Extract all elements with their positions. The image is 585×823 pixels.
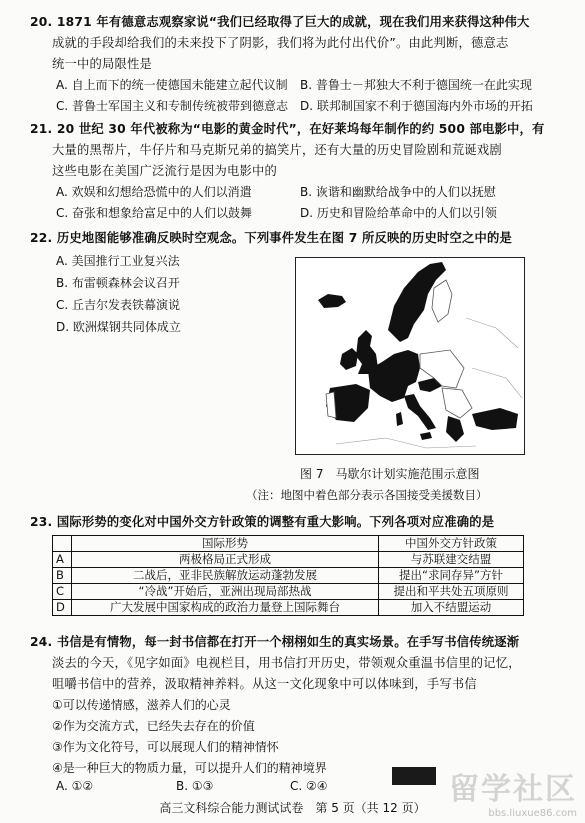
q24-stem-line-1: 24. 书信是有情物，每一封书信都在打开一个栩栩如生的真实场景。在手写书信传统逐渐: [30, 635, 520, 649]
q21-stem-line-2: 大量的黑帮片，牛仔片和马克斯兄弟的搞笑片，还有大量的历史冒险剧和荒诞戏剧: [52, 143, 502, 157]
watermark-url: bbs.liuxue86.com: [488, 808, 577, 819]
row-label: B: [53, 568, 72, 584]
q24-option-a: A. ①②: [56, 779, 94, 793]
row-label: D: [53, 600, 72, 616]
q24-statement-4: ④是一种巨大的物质力量，可以提升人们的精神境界: [52, 761, 327, 775]
map-coastline-east: [466, 318, 522, 398]
q20-stem-line-3: 统一中的局限性是: [52, 57, 152, 71]
watermark: [449, 764, 577, 819]
q23-table: [52, 535, 524, 616]
q21-option-a: A. 欢娱和幻想给恐慌中的人们以消遣: [56, 185, 252, 199]
q24-option-c: C. ②④: [290, 779, 328, 793]
table-row: [53, 552, 524, 568]
map-portugal-outline: [326, 392, 336, 418]
map-iceland: [318, 294, 346, 308]
q22-option-a: A. 美国推行工业复兴法: [56, 254, 180, 268]
map-sicily: [420, 432, 432, 440]
q20-option-d: D. 联邦制国家不利于德国海内外市场的开拓: [300, 99, 533, 113]
row-situation: “冷战”开始后，亚洲出现局部热战: [72, 584, 379, 600]
map-greece: [446, 416, 464, 442]
table-header-blank: [53, 536, 72, 552]
q24-statement-2: ②作为交流方式，已经失去存在的价值: [52, 719, 255, 733]
map-ireland: [340, 348, 358, 370]
row-policy: 提出和平共处五项原则: [379, 584, 524, 600]
q22-option-c: C. 丘吉尔发表铁幕演说: [56, 298, 181, 312]
q20-stem-line-1: 20. 1871 年有德意志观察家说“我们已经取得了巨大的成就，现在我们用来获得这种伟大: [30, 15, 530, 29]
redaction-block: [392, 767, 436, 785]
table-header-policy: 中国外交方针政策: [379, 536, 524, 552]
watermark-logo: 留学社区: [449, 772, 577, 807]
row-situation: 二战后，亚非民族解放运动蓬勃发展: [72, 568, 379, 584]
q21-option-c: C. 奋张和想象给富足中的人们以鼓舞: [56, 206, 253, 220]
table-header-situation: 国际形势: [72, 536, 379, 552]
map-balkans-outline: [442, 388, 472, 418]
figure-7-caption: 图 7 马歇尔计划实施范围示意图: [300, 467, 480, 481]
table-row: [53, 568, 524, 584]
q24-statement-3: ③作为文化符号，可以展现人们的精神情怀: [52, 740, 279, 754]
q21-option-d: D. 历史和冒险给革命中的人们以引领: [300, 206, 497, 220]
row-policy: 提出“求同存异”方针: [379, 568, 524, 584]
q21-stem-line-3: 这些电影在美国广泛流行是因为电影中的: [52, 164, 277, 178]
q20-option-b: B. 普鲁士－邦独大不利于德国统一在此实现: [300, 78, 532, 92]
map-sardinia: [396, 412, 403, 426]
q20-option-c: C. 普鲁士军国主义和专制传统被带到德意志: [56, 99, 289, 113]
table-row: [53, 584, 524, 600]
marshall-plan-map: [295, 257, 525, 455]
row-label: A: [53, 552, 72, 568]
q23-stem: 23. 国际形势的变化对中国外交方针政策的调整有重大影响。下列各项对应准确的是: [30, 515, 495, 529]
q22-option-b: B. 布雷顿森林会议召开: [56, 276, 180, 290]
row-policy: 与苏联建交结盟: [379, 552, 524, 568]
map-turkey: [472, 408, 518, 430]
q21-option-b: B. 诙谐和幽默给战争中的人们以抚慰: [300, 185, 496, 199]
table-header-row: [53, 536, 524, 552]
row-policy: 加入不结盟运动: [379, 600, 524, 616]
map-finland-outline: [432, 280, 452, 322]
map-italy: [404, 394, 436, 430]
table-row: [53, 600, 524, 616]
q20-option-a: A. 自上而下的统一使德国未能建立起代议制: [56, 78, 288, 92]
row-situation: 广大发展中国家构成的政治力量登上国际舞台: [72, 600, 379, 616]
q24-statement-1: ①可以传递情感，滋养人们的心灵: [52, 698, 231, 712]
page-footer: 高三文科综合能力测试试卷 第 5 页（共 12 页）: [159, 801, 426, 815]
figure-7-note: （注：地图中着色部分表示各国接受美援数目）: [246, 488, 488, 502]
row-situation: 两极格局正式形成: [72, 552, 379, 568]
q24-stem-line-3: 咀嚼书信中的营养，汲取精神养料。从这一文化现象中可以体味到，手写书信: [52, 677, 477, 691]
q22-option-d: D. 欧洲煤钢共同体成立: [56, 320, 181, 334]
q22-stem: 22. 历史地图能够准确反映时空观念。下列事件发生在图 7 所反映的历史时空之中的是: [30, 231, 512, 245]
europe-map-graphic: [296, 258, 524, 454]
q20-stem-line-2: 成就的手段却给我们的未来投下了阴影，我们将为此付出代价”。由此判断，德意志: [52, 36, 509, 50]
q24-stem-line-2: 淡去的今天，《见字如面》电视栏目，用书信打开历史，带领观众重温书信里的记忆，: [52, 656, 521, 670]
row-label: C: [53, 584, 72, 600]
q24-option-b: B. ①③: [176, 779, 214, 793]
q21-stem-line-1: 21. 20 世纪 30 年代被称为“电影的黄金时代”，在好莱坞每年制作的约 500 部电影中，有: [30, 122, 545, 136]
